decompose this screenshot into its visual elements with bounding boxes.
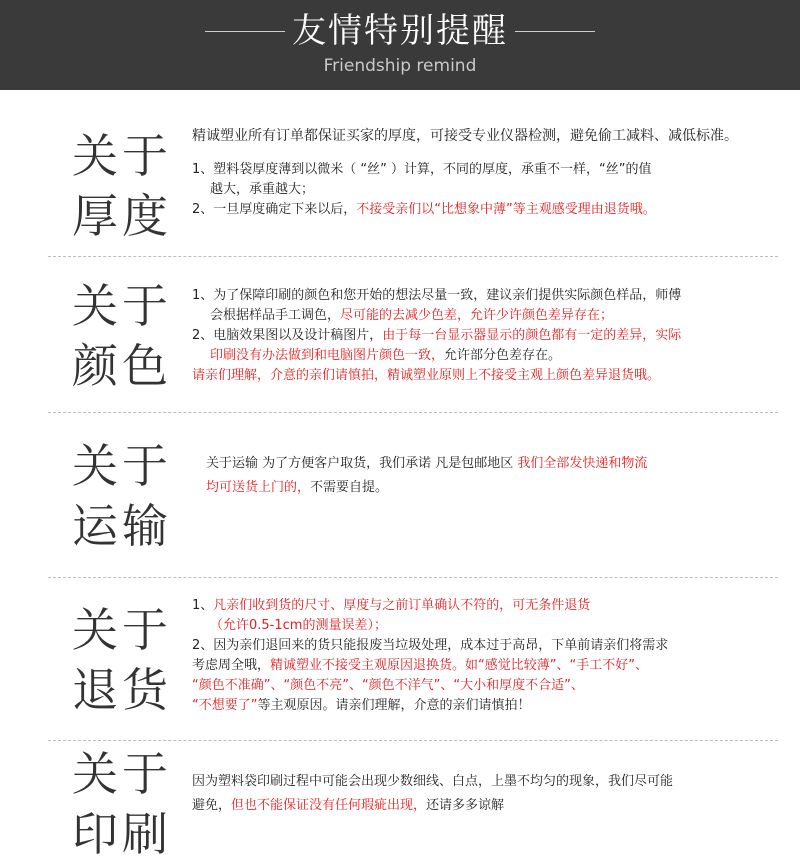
section-heading: 关于 印刷 [72,747,172,861]
header-banner [0,0,800,90]
section-divider [48,740,778,741]
list-item-cont: （允许0.5-1cm的测量误差）； [210,618,387,633]
section-heading: 关于 退货 [72,603,172,717]
section-divider [48,412,778,413]
list-item-cont: 考虑周全哦，精诚塑业不接受主观原因退换货。如“感觉比较薄”、“手工不好”、 [192,658,648,673]
section-heading: 关于 颜色 [72,279,172,393]
list-item: 1、塑料袋厚度薄到以微米（ “丝” ）计算，不同的厚度，承重不一样，“丝”的值 [192,162,652,177]
page-title: 友情特别提醒 [292,11,508,51]
page-subtitle: Friendship remind [323,56,477,76]
list-item: 2、电脑效果图以及设计稿图片，由于每一台显示器显示的颜色都有一定的差异，实际 [192,328,682,343]
section-body [192,596,772,716]
list-item-cont: “颜色不准确”、“颜色不亮”、“颜色不洋气”、“大小和厚度不合适”、 [192,678,584,693]
section-body [192,772,772,816]
section-body [192,286,772,386]
section-heading: 关于 运输 [72,439,172,553]
section-heading: 关于 厚度 [72,129,172,243]
intro-text: 精诚塑业所有订单都保证买家的厚度，可接受专业仪器检测，避免偷工减料、减低标准。 [192,128,738,144]
shipping-line: 均可送货上门的，不需要自提。 [206,480,389,495]
section-divider [48,577,778,578]
list-item-cont: 越大，承重越大； [210,182,315,197]
list-item-cont: “不想要了”等主观原因。请亲们理解，介意的亲们请慎拍！ [192,698,531,713]
printing-line: 避免，但也不能保证没有任何瑕疵出现，还请多多谅解 [192,798,505,813]
note-text: 请亲们理解，介意的亲们请慎拍，精诚塑业原则上不接受主观上颜色差异退货哦。 [192,368,661,383]
list-item: 2、一旦厚度确定下来以后，不接受亲们以“比想象中薄”等主观感受理由退货哦。 [192,202,656,217]
list-item-cont: 会根据样品手工调色，尽可能的去减少色差，允许少许颜色差异存在； [210,308,614,323]
list-item: 1、为了保障印刷的颜色和您开始的想法尽量一致，建议亲们提供实际颜色样品，师傅 [192,288,682,303]
list-item: 2、因为亲们退回来的货只能报废当垃圾处理，成本过于高昂，下单前请亲们将需求 [192,638,669,653]
shipping-line: 关于运输 为了方便客户取货，我们承诺 凡是包邮地区 我们全部发快递和物流 [206,456,648,471]
list-item-cont: 印刷没有办法做到和电脑图片颜色一致，允许部分色差存在。 [210,348,562,363]
section-divider [48,256,778,257]
printing-line: 因为塑料袋印刷过程中可能会出现少数细线、白点，上墨不均匀的现象，我们尽可能 [192,774,674,789]
list-item: 1、凡亲们收到货的尺寸、厚度与之前订单确认不符的，可无条件退货 [192,598,591,613]
section-body [206,454,776,498]
section-body [192,126,772,220]
